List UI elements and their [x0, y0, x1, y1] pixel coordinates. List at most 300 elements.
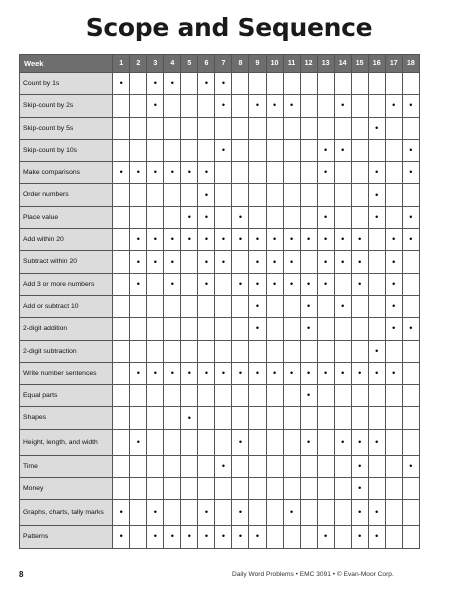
- week-mark-dot: •: [198, 206, 215, 228]
- week-empty-cell: [266, 295, 283, 317]
- week-mark-dot: •: [368, 362, 385, 384]
- week-empty-cell: [317, 429, 334, 455]
- week-mark-dot: •: [402, 206, 419, 228]
- week-empty-cell: [351, 117, 368, 139]
- week-mark-dot: •: [385, 251, 402, 273]
- week-number-header: 14: [334, 55, 351, 73]
- week-empty-cell: [283, 295, 300, 317]
- week-empty-cell: [215, 273, 232, 295]
- week-number-header: 5: [181, 55, 198, 73]
- week-empty-cell: [317, 184, 334, 206]
- week-empty-cell: [368, 73, 385, 95]
- week-empty-cell: [113, 385, 130, 407]
- week-empty-cell: [181, 318, 198, 340]
- week-empty-cell: [368, 229, 385, 251]
- week-empty-cell: [368, 385, 385, 407]
- week-mark-dot: •: [266, 95, 283, 117]
- week-empty-cell: [232, 162, 249, 184]
- week-empty-cell: [266, 478, 283, 500]
- table-row: [20, 340, 420, 362]
- week-empty-cell: [385, 139, 402, 161]
- week-empty-cell: [181, 340, 198, 362]
- week-number-header: 10: [266, 55, 283, 73]
- week-mark-dot: •: [198, 184, 215, 206]
- week-empty-cell: [249, 429, 266, 455]
- week-mark-dot: •: [215, 526, 232, 548]
- week-mark-dot: •: [181, 407, 198, 429]
- week-mark-dot: •: [147, 162, 164, 184]
- week-empty-cell: [283, 117, 300, 139]
- table-row: [20, 526, 420, 548]
- skill-label: Time: [20, 455, 113, 477]
- table-row: [20, 362, 420, 384]
- week-mark-dot: •: [164, 251, 181, 273]
- week-empty-cell: [164, 318, 181, 340]
- week-empty-cell: [147, 206, 164, 228]
- week-mark-dot: •: [368, 117, 385, 139]
- week-empty-cell: [198, 455, 215, 477]
- week-empty-cell: [147, 455, 164, 477]
- week-empty-cell: [249, 139, 266, 161]
- week-empty-cell: [113, 362, 130, 384]
- week-empty-cell: [385, 206, 402, 228]
- week-mark-dot: •: [385, 273, 402, 295]
- week-mark-dot: •: [368, 184, 385, 206]
- week-mark-dot: •: [181, 362, 198, 384]
- week-empty-cell: [368, 139, 385, 161]
- scope-sequence-table: [19, 54, 420, 549]
- week-empty-cell: [334, 500, 351, 526]
- week-empty-cell: [249, 385, 266, 407]
- week-empty-cell: [300, 117, 317, 139]
- week-empty-cell: [164, 429, 181, 455]
- week-mark-dot: •: [147, 73, 164, 95]
- week-mark-dot: •: [198, 500, 215, 526]
- week-number-header: 13: [317, 55, 334, 73]
- week-mark-dot: •: [317, 229, 334, 251]
- week-empty-cell: [402, 526, 419, 548]
- week-mark-dot: •: [300, 362, 317, 384]
- week-empty-cell: [300, 500, 317, 526]
- table-row: [20, 429, 420, 455]
- week-empty-cell: [283, 455, 300, 477]
- week-mark-dot: •: [147, 500, 164, 526]
- week-empty-cell: [130, 407, 147, 429]
- week-mark-dot: •: [215, 73, 232, 95]
- week-empty-cell: [351, 184, 368, 206]
- week-empty-cell: [385, 162, 402, 184]
- week-mark-dot: •: [368, 162, 385, 184]
- week-empty-cell: [385, 455, 402, 477]
- week-empty-cell: [198, 429, 215, 455]
- week-empty-cell: [130, 526, 147, 548]
- week-empty-cell: [334, 206, 351, 228]
- week-mark-dot: •: [317, 362, 334, 384]
- week-empty-cell: [402, 251, 419, 273]
- week-empty-cell: [113, 295, 130, 317]
- week-mark-dot: •: [130, 273, 147, 295]
- skill-label: Subtract within 20: [20, 251, 113, 273]
- week-empty-cell: [249, 184, 266, 206]
- week-mark-dot: •: [402, 95, 419, 117]
- table-row: [20, 455, 420, 477]
- week-mark-dot: •: [215, 251, 232, 273]
- week-empty-cell: [147, 184, 164, 206]
- week-empty-cell: [249, 162, 266, 184]
- week-mark-dot: •: [351, 362, 368, 384]
- week-mark-dot: •: [113, 162, 130, 184]
- week-mark-dot: •: [368, 340, 385, 362]
- week-mark-dot: •: [181, 162, 198, 184]
- week-empty-cell: [181, 478, 198, 500]
- week-empty-cell: [283, 429, 300, 455]
- week-empty-cell: [402, 407, 419, 429]
- week-empty-cell: [198, 139, 215, 161]
- week-mark-dot: •: [368, 206, 385, 228]
- week-number-header: 8: [232, 55, 249, 73]
- week-mark-dot: •: [232, 429, 249, 455]
- week-empty-cell: [181, 500, 198, 526]
- week-empty-cell: [181, 139, 198, 161]
- week-empty-cell: [266, 526, 283, 548]
- week-mark-dot: •: [283, 500, 300, 526]
- week-mark-dot: •: [130, 362, 147, 384]
- week-empty-cell: [215, 478, 232, 500]
- week-mark-dot: •: [317, 162, 334, 184]
- week-empty-cell: [113, 318, 130, 340]
- week-empty-cell: [266, 206, 283, 228]
- table-row: [20, 184, 420, 206]
- week-empty-cell: [300, 184, 317, 206]
- week-empty-cell: [249, 500, 266, 526]
- week-empty-cell: [368, 318, 385, 340]
- week-mark-dot: •: [164, 73, 181, 95]
- week-empty-cell: [300, 526, 317, 548]
- week-empty-cell: [130, 318, 147, 340]
- week-mark-dot: •: [181, 229, 198, 251]
- week-empty-cell: [113, 273, 130, 295]
- week-empty-cell: [164, 295, 181, 317]
- week-mark-dot: •: [402, 162, 419, 184]
- week-empty-cell: [402, 362, 419, 384]
- week-empty-cell: [232, 139, 249, 161]
- week-empty-cell: [113, 229, 130, 251]
- week-empty-cell: [215, 318, 232, 340]
- week-mark-dot: •: [402, 139, 419, 161]
- week-empty-cell: [181, 455, 198, 477]
- week-empty-cell: [402, 184, 419, 206]
- week-empty-cell: [198, 95, 215, 117]
- week-empty-cell: [215, 206, 232, 228]
- week-empty-cell: [317, 295, 334, 317]
- week-number-header: 12: [300, 55, 317, 73]
- week-empty-cell: [402, 340, 419, 362]
- week-empty-cell: [351, 162, 368, 184]
- week-empty-cell: [164, 500, 181, 526]
- week-empty-cell: [300, 407, 317, 429]
- skill-label: Write number sentences: [20, 362, 113, 384]
- table-row: [20, 117, 420, 139]
- week-mark-dot: •: [368, 429, 385, 455]
- week-mark-dot: •: [232, 362, 249, 384]
- week-empty-cell: [113, 117, 130, 139]
- week-mark-dot: •: [300, 273, 317, 295]
- week-mark-dot: •: [164, 273, 181, 295]
- week-empty-cell: [113, 478, 130, 500]
- week-empty-cell: [334, 455, 351, 477]
- week-mark-dot: •: [385, 229, 402, 251]
- week-empty-cell: [215, 162, 232, 184]
- week-mark-dot: •: [334, 229, 351, 251]
- week-number-header: 3: [147, 55, 164, 73]
- week-empty-cell: [385, 73, 402, 95]
- week-mark-dot: •: [368, 500, 385, 526]
- week-mark-dot: •: [334, 251, 351, 273]
- week-mark-dot: •: [198, 273, 215, 295]
- week-mark-dot: •: [317, 273, 334, 295]
- week-empty-cell: [249, 340, 266, 362]
- week-mark-dot: •: [130, 429, 147, 455]
- week-mark-dot: •: [215, 95, 232, 117]
- week-mark-dot: •: [334, 429, 351, 455]
- week-empty-cell: [385, 117, 402, 139]
- skill-label: Shapes: [20, 407, 113, 429]
- week-empty-cell: [317, 455, 334, 477]
- week-empty-cell: [283, 139, 300, 161]
- week-empty-cell: [198, 385, 215, 407]
- week-empty-cell: [249, 407, 266, 429]
- week-empty-cell: [232, 95, 249, 117]
- week-empty-cell: [368, 295, 385, 317]
- week-empty-cell: [351, 295, 368, 317]
- footer-credit: Daily Word Problems • EMC 3091 • © Evan-Moor Corp.: [232, 571, 394, 578]
- skill-label: Money: [20, 478, 113, 500]
- week-empty-cell: [351, 340, 368, 362]
- week-mark-dot: •: [198, 362, 215, 384]
- week-empty-cell: [215, 500, 232, 526]
- week-empty-cell: [266, 139, 283, 161]
- week-empty-cell: [334, 407, 351, 429]
- week-mark-dot: •: [198, 73, 215, 95]
- skill-label: Add 3 or more numbers: [20, 273, 113, 295]
- week-empty-cell: [402, 117, 419, 139]
- week-mark-dot: •: [147, 229, 164, 251]
- week-empty-cell: [215, 295, 232, 317]
- week-empty-cell: [113, 340, 130, 362]
- week-empty-cell: [334, 162, 351, 184]
- week-empty-cell: [300, 139, 317, 161]
- week-empty-cell: [385, 478, 402, 500]
- week-number-header: 11: [283, 55, 300, 73]
- week-mark-dot: •: [317, 251, 334, 273]
- week-empty-cell: [232, 117, 249, 139]
- week-empty-cell: [283, 385, 300, 407]
- week-mark-dot: •: [249, 229, 266, 251]
- week-empty-cell: [351, 139, 368, 161]
- skill-label: Equal parts: [20, 385, 113, 407]
- week-empty-cell: [130, 206, 147, 228]
- table-row: [20, 206, 420, 228]
- week-header: Week: [20, 55, 113, 73]
- week-empty-cell: [147, 139, 164, 161]
- week-mark-dot: •: [283, 273, 300, 295]
- week-empty-cell: [130, 455, 147, 477]
- week-mark-dot: •: [249, 251, 266, 273]
- week-empty-cell: [317, 500, 334, 526]
- week-empty-cell: [232, 318, 249, 340]
- week-mark-dot: •: [402, 229, 419, 251]
- skill-label: Make comparisons: [20, 162, 113, 184]
- week-mark-dot: •: [351, 229, 368, 251]
- week-mark-dot: •: [351, 429, 368, 455]
- week-number-header: 18: [402, 55, 419, 73]
- week-empty-cell: [181, 117, 198, 139]
- week-empty-cell: [351, 318, 368, 340]
- week-empty-cell: [181, 184, 198, 206]
- week-empty-cell: [164, 385, 181, 407]
- week-empty-cell: [300, 340, 317, 362]
- week-mark-dot: •: [215, 362, 232, 384]
- week-mark-dot: •: [198, 526, 215, 548]
- week-empty-cell: [215, 385, 232, 407]
- table-row: [20, 95, 420, 117]
- week-mark-dot: •: [368, 526, 385, 548]
- week-empty-cell: [300, 206, 317, 228]
- week-empty-cell: [130, 295, 147, 317]
- week-empty-cell: [198, 295, 215, 317]
- week-empty-cell: [317, 73, 334, 95]
- week-empty-cell: [147, 318, 164, 340]
- week-empty-cell: [147, 273, 164, 295]
- week-mark-dot: •: [249, 273, 266, 295]
- skill-label: Order numbers: [20, 184, 113, 206]
- week-empty-cell: [266, 407, 283, 429]
- week-empty-cell: [334, 526, 351, 548]
- week-empty-cell: [283, 206, 300, 228]
- week-mark-dot: •: [215, 139, 232, 161]
- week-empty-cell: [351, 73, 368, 95]
- week-mark-dot: •: [351, 455, 368, 477]
- week-empty-cell: [385, 407, 402, 429]
- week-empty-cell: [147, 429, 164, 455]
- week-empty-cell: [368, 407, 385, 429]
- table-row: [20, 73, 420, 95]
- week-empty-cell: [130, 73, 147, 95]
- week-empty-cell: [317, 318, 334, 340]
- week-empty-cell: [113, 455, 130, 477]
- week-empty-cell: [215, 117, 232, 139]
- week-empty-cell: [232, 385, 249, 407]
- week-mark-dot: •: [385, 295, 402, 317]
- week-mark-dot: •: [232, 206, 249, 228]
- week-number-header: 7: [215, 55, 232, 73]
- skill-label: 2-digit addition: [20, 318, 113, 340]
- page-number: 8: [19, 570, 24, 579]
- week-empty-cell: [232, 251, 249, 273]
- week-empty-cell: [147, 117, 164, 139]
- week-empty-cell: [402, 73, 419, 95]
- week-mark-dot: •: [300, 295, 317, 317]
- week-mark-dot: •: [402, 318, 419, 340]
- week-empty-cell: [164, 407, 181, 429]
- week-mark-dot: •: [198, 229, 215, 251]
- week-empty-cell: [232, 478, 249, 500]
- week-mark-dot: •: [317, 206, 334, 228]
- week-number-header: 16: [368, 55, 385, 73]
- week-number-header: 4: [164, 55, 181, 73]
- skill-label: Height, length, and width: [20, 429, 113, 455]
- week-number-header: 17: [385, 55, 402, 73]
- week-empty-cell: [402, 478, 419, 500]
- week-empty-cell: [113, 407, 130, 429]
- skill-label: Skip-count by 5s: [20, 117, 113, 139]
- week-mark-dot: •: [334, 362, 351, 384]
- week-empty-cell: [164, 95, 181, 117]
- week-empty-cell: [300, 251, 317, 273]
- week-empty-cell: [283, 340, 300, 362]
- table-row: [20, 295, 420, 317]
- week-mark-dot: •: [351, 251, 368, 273]
- week-empty-cell: [351, 385, 368, 407]
- week-mark-dot: •: [317, 139, 334, 161]
- week-number-header: 1: [113, 55, 130, 73]
- skill-label: Patterns: [20, 526, 113, 548]
- week-empty-cell: [385, 526, 402, 548]
- week-empty-cell: [334, 385, 351, 407]
- week-mark-dot: •: [351, 500, 368, 526]
- week-empty-cell: [198, 117, 215, 139]
- week-empty-cell: [385, 340, 402, 362]
- week-empty-cell: [198, 318, 215, 340]
- week-empty-cell: [334, 318, 351, 340]
- week-empty-cell: [300, 73, 317, 95]
- week-mark-dot: •: [130, 229, 147, 251]
- week-mark-dot: •: [232, 526, 249, 548]
- week-mark-dot: •: [198, 251, 215, 273]
- week-empty-cell: [334, 273, 351, 295]
- week-empty-cell: [164, 117, 181, 139]
- week-empty-cell: [385, 385, 402, 407]
- week-empty-cell: [300, 455, 317, 477]
- week-empty-cell: [283, 162, 300, 184]
- week-mark-dot: •: [249, 295, 266, 317]
- week-mark-dot: •: [164, 526, 181, 548]
- table-row: [20, 273, 420, 295]
- week-empty-cell: [283, 318, 300, 340]
- week-empty-cell: [130, 500, 147, 526]
- week-empty-cell: [334, 117, 351, 139]
- week-mark-dot: •: [147, 362, 164, 384]
- week-empty-cell: [181, 295, 198, 317]
- week-empty-cell: [130, 95, 147, 117]
- week-mark-dot: •: [351, 478, 368, 500]
- week-empty-cell: [215, 407, 232, 429]
- week-empty-cell: [368, 95, 385, 117]
- week-mark-dot: •: [385, 318, 402, 340]
- week-empty-cell: [249, 455, 266, 477]
- week-empty-cell: [113, 429, 130, 455]
- week-empty-cell: [385, 184, 402, 206]
- week-mark-dot: •: [334, 139, 351, 161]
- week-empty-cell: [164, 455, 181, 477]
- table-row: [20, 162, 420, 184]
- skill-label: Skip-count by 10s: [20, 139, 113, 161]
- week-empty-cell: [368, 478, 385, 500]
- skill-label: Graphs, charts, tally marks: [20, 500, 113, 526]
- table-row: [20, 478, 420, 500]
- week-empty-cell: [164, 184, 181, 206]
- week-empty-cell: [215, 184, 232, 206]
